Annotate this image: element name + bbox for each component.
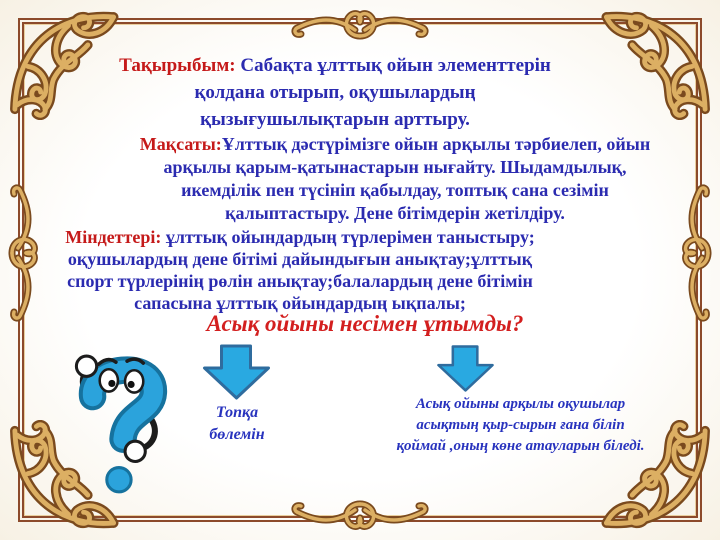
callout-group-division: Топқа бөлемін: [209, 404, 265, 443]
down-arrow-icon: [200, 343, 273, 401]
goal-line-2: арқылы қарым-қатынастарын нығайту. Шыдамдылық,: [163, 157, 627, 177]
tasks-line-4: сапасына ұлттық ойындардың ықпалы;: [134, 293, 466, 313]
topic-block: [50, 52, 620, 133]
topic-label: Тақырыбым:: [119, 55, 236, 76]
goal-label: Мақсаты:: [139, 134, 222, 154]
edge-ornament-icon: [285, 4, 435, 46]
goal-block: [100, 133, 690, 225]
edge-ornament-icon: [285, 494, 435, 536]
topic-line-2: қолдана отырып, оқушылардың: [194, 82, 476, 103]
tasks-line-2: оқушылардың дене бітімі дайындығын анықтау;ұлттық: [67, 249, 533, 269]
goal-line-3: икемділік пен түсініп қабылдау, топтық сана сезімін: [181, 180, 609, 200]
topic-line-3: қызығушылықтарын арттыру.: [200, 109, 470, 130]
tasks-label: Міндеттері:: [65, 227, 162, 247]
tasks-block: [25, 226, 575, 314]
tasks-line-1: Міндеттері: ұлттық ойындардың түрлерімен таныстыру;: [65, 227, 535, 247]
question-mark-cartoon-icon: [56, 350, 188, 502]
down-arrow-icon: [428, 344, 503, 393]
goal-line-4: қалыптастыру. Дене бітімдерін жетілдіру.: [225, 203, 565, 223]
callout-asyk-benefit: Асық ойыны арқылы оқушылар асықтың қыр-сырын ғана біліп қоймай ,оның көне атауларын біледі.: [396, 396, 645, 454]
question-title: Асық ойыны несімен ұтымды?: [206, 311, 524, 336]
goal-line-1: Мақсаты:Ұлттық дәстүрімізге ойын арқылы тәрбиелеп, ойын: [139, 134, 651, 154]
tasks-line-3: спорт түрлерінің рөлін анықтау;балалардың дене бітімін: [67, 271, 533, 291]
topic-line-1: Тақырыбым: Сабақта ұлттық ойын элементтерін: [119, 55, 551, 76]
